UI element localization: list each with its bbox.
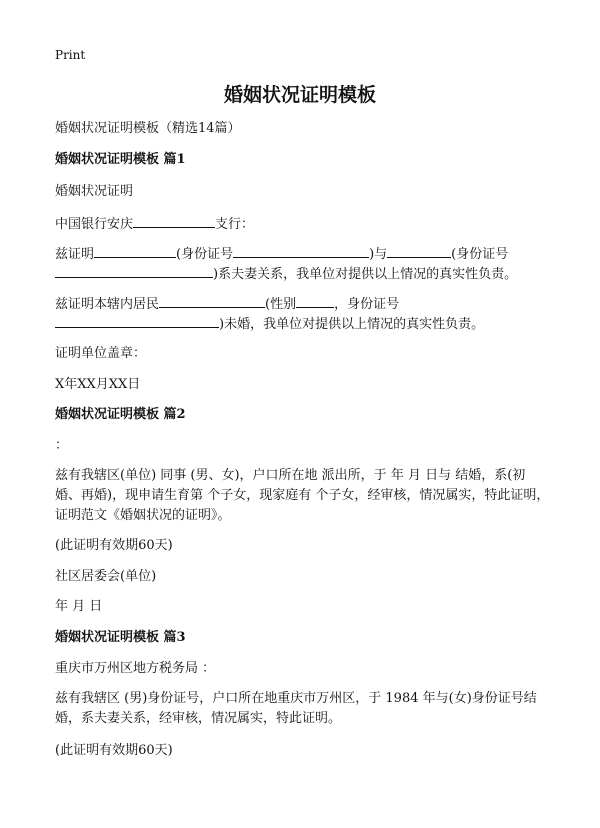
paragraph2-line2 [55,314,484,335]
blank-underline [55,314,219,328]
section1-heading: 婚姻状况证明模板 篇1 [55,152,186,167]
section3-bureau: 重庆市万州区地方税务局 ： [55,661,216,676]
bank-line [55,214,254,235]
seal-line: 证明单位盖章： [55,346,147,361]
p2-text-b: (性别 [265,297,297,312]
document-title: 婚姻状况证明模板 [223,84,376,106]
blank-underline [94,244,176,258]
blank-underline [133,214,215,228]
p1-text-c: )与 [369,247,388,262]
p1-text-a: 兹证明 [55,247,95,262]
section1-doc-title: 婚姻状况证明 [55,184,134,199]
p2-text-a: 兹证明本辖内居民 [55,297,160,312]
p1-text-e: )系夫妻关系，我单位对提供以上情况的真实性负责。 [213,267,518,282]
section2-committee: 社区居委会(单位) [55,569,157,584]
blank-underline [296,294,334,308]
paragraph1-line1 [55,244,508,265]
p1-text-b: (身份证号 [176,247,234,262]
section2-body: 兹有我辖区(单位) 同事 (男、女)，户口所在地 派出所，于 年 月 日与 结婚，系(初婚、再婚)，现申请生育第 个子女，现家庭有 个子女，经审核，情况属实，特此证明，证明范文《婚姻状况的证明》。 [55,468,550,523]
section3-heading: 婚姻状况证明模板 篇3 [55,630,186,645]
subtitle: 婚姻状况证明模板（精选14篇） [55,121,241,136]
section2-heading: 婚姻状况证明模板 篇2 [55,407,186,422]
section2-validity: (此证明有效期60天) [55,538,173,553]
blank-underline [233,244,369,258]
bank-suffix: 支行： [215,217,255,232]
paragraph2-line1 [55,294,399,315]
section2-colon: ： [55,438,69,453]
paragraph1-line2 [55,264,517,285]
section3-validity: (此证明有效期60天) [55,743,173,758]
p1-text-d: (身份证号 [451,247,509,262]
section2-date: 年 月 日 [55,599,103,614]
p2-text-d: )未婚，我单位对提供以上情况的真实性负责。 [219,317,485,332]
print-label[interactable]: Print [55,48,86,62]
blank-underline [159,294,265,308]
blank-underline [387,244,451,258]
bank-prefix: 中国银行安庆 [55,217,134,232]
p2-text-c: ，身份证号 [334,297,400,312]
blank-underline [55,264,213,278]
section1-date: X年XX月XX日 [55,377,141,392]
section3-body: 兹有我辖区 (男)身份证号，户口所在地重庆市万州区，于 1984 年与(女)身份证号结婚，系夫妻关系，经审核，情况属实，特此证明。 [55,691,537,726]
